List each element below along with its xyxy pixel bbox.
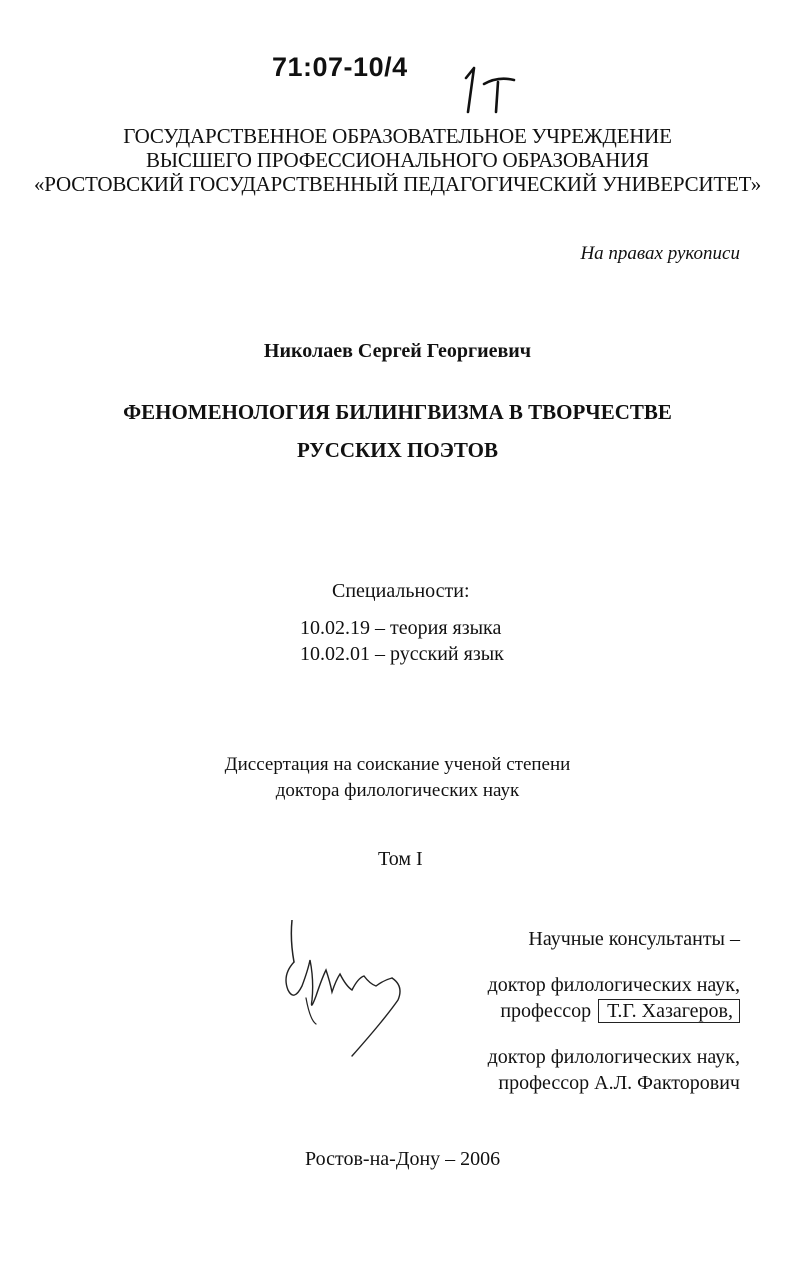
- institution-name: [0, 124, 795, 196]
- dissertation-line-2: доктора филологических наук: [275, 780, 520, 801]
- scientific-consultants: [420, 926, 740, 1096]
- consultant-1: [420, 998, 740, 1024]
- consultant-1-rank: профессор: [500, 1000, 592, 1022]
- consultant-2-degree: доктор филологических наук,: [487, 1046, 740, 1068]
- institution-line-1: ГОСУДАРСТВЕННОЕ ОБРАЗОВАТЕЛЬНОЕ УЧРЕЖДЕНИЕ: [123, 124, 672, 148]
- consultant-2-name: профессор А.Л. Факторович: [498, 1072, 740, 1094]
- specialties-list: [300, 615, 504, 667]
- consultant-1-degree: доктор филологических наук,: [487, 974, 740, 996]
- rights-note: На правах рукописи: [580, 243, 740, 264]
- institution-line-3: «РОСТОВСКИЙ ГОСУДАРСТВЕННЫЙ ПЕДАГОГИЧЕСКИЙ УНИВЕРСИТЕТ»: [33, 172, 762, 196]
- handwritten-mark: [460, 62, 520, 118]
- dissertation-title: [0, 393, 795, 469]
- consultants-heading: Научные консультанты –: [528, 928, 740, 950]
- institution-line-2: ВЫСШЕГО ПРОФЕССИОНАЛЬНОГО ОБРАЗОВАНИЯ: [146, 148, 649, 172]
- handwritten-signature: [280, 920, 420, 1065]
- dissertation-line-1: Диссертация на соискание ученой степени: [224, 754, 571, 775]
- title-line-2: РУССКИХ ПОЭТОВ: [296, 438, 498, 462]
- place-and-year: Ростов-на-Дону – 2006: [305, 1148, 501, 1170]
- dissertation-degree: [0, 752, 795, 804]
- specialty-item: 10.02.19 – теория языка: [300, 617, 502, 639]
- library-stamp-code: 71:07-10/4: [272, 52, 408, 82]
- author-name: Николаев Сергей Георгиевич: [263, 340, 532, 362]
- specialty-item: 10.02.01 – русский язык: [300, 643, 504, 665]
- consultant-1-name-box: Т.Г. Хазагеров,: [598, 999, 740, 1023]
- volume-label: Том I: [378, 848, 423, 870]
- specialties-heading: Специальности:: [332, 580, 470, 602]
- title-line-1: ФЕНОМЕНОЛОГИЯ БИЛИНГВИЗМА В ТВОРЧЕСТВЕ: [123, 400, 672, 424]
